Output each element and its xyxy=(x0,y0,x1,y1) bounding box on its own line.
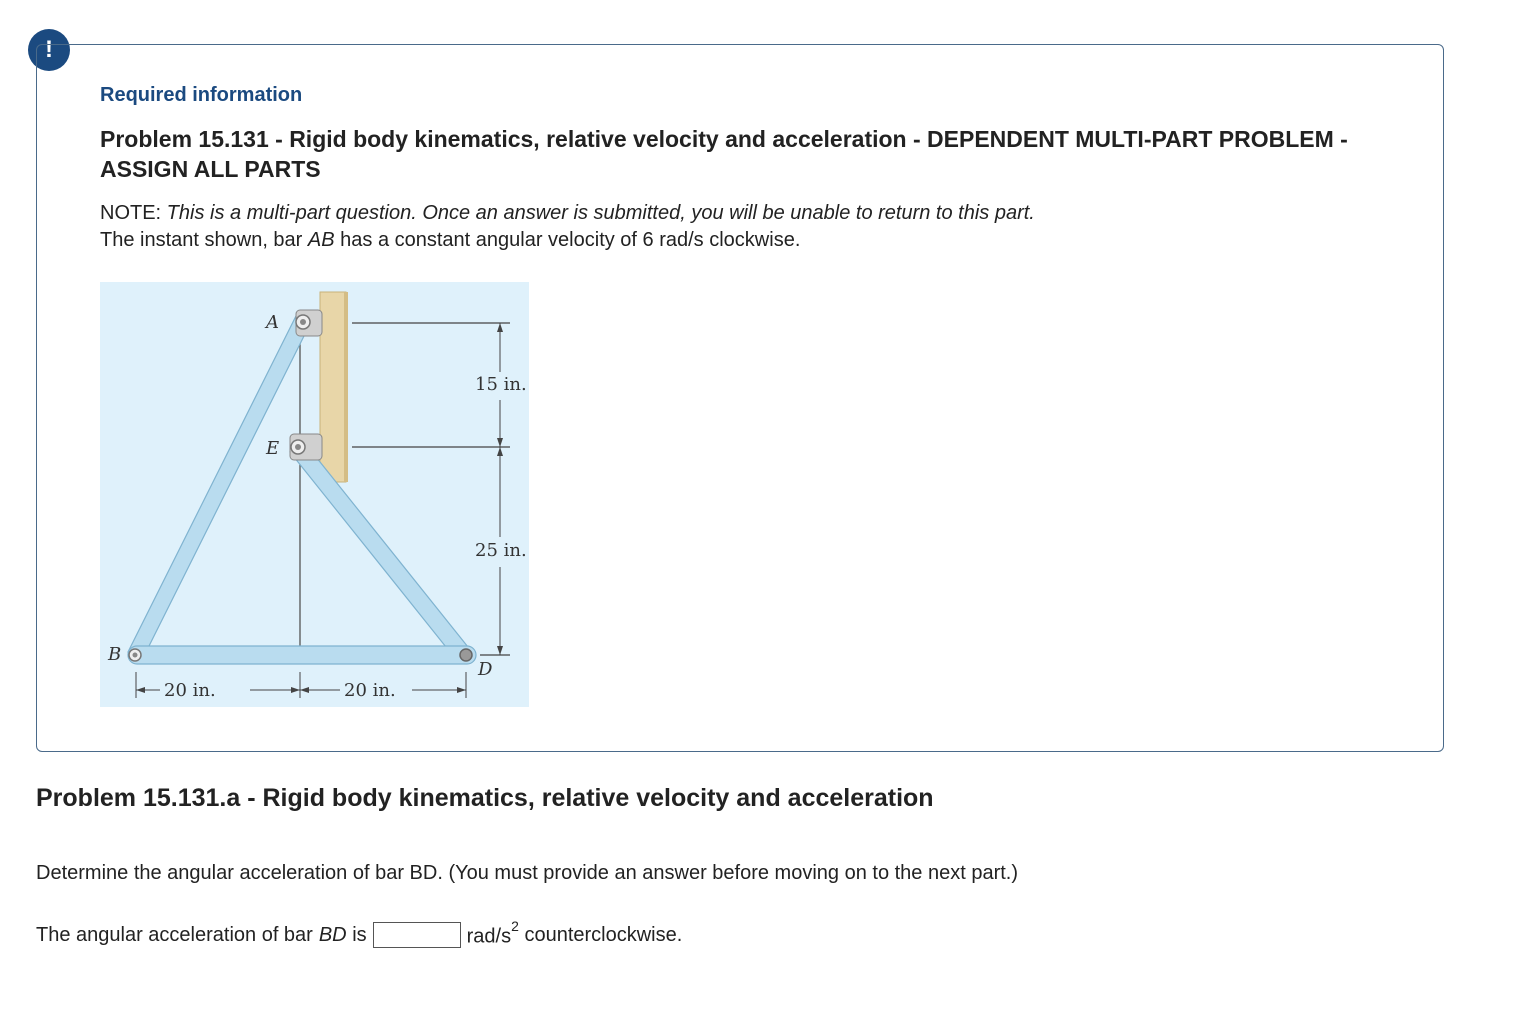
mechanism-figure xyxy=(100,282,529,707)
label-d: D xyxy=(478,659,493,680)
wall-shade xyxy=(344,292,348,482)
mechanism-diagram xyxy=(100,282,529,707)
answer-row xyxy=(36,918,683,949)
label-dim-25: 25 in. xyxy=(475,540,527,561)
problem-statement xyxy=(100,227,1035,254)
statement-part-1: The instant shown, bar xyxy=(100,229,308,251)
pin-e-center xyxy=(295,444,301,450)
statement-bar-ab: AB xyxy=(307,229,335,251)
problem-title: Problem 15.131 - Rigid body kinematics, relative velocity and acceleration - DEPENDENT MULTI-PART PROBLEM - ASSIGN ALL PARTS xyxy=(100,126,1348,182)
arrow-20r-right xyxy=(457,687,466,693)
note-text: This is a multi-part question. Once an answer is submitted, you will be unable to return to this part. xyxy=(166,202,1035,224)
arrow-20l-left xyxy=(136,687,145,693)
answer-prefix: The angular acceleration of bar xyxy=(36,923,313,946)
part-title: Problem 15.131.a - Rigid body kinematics, relative velocity and acceleration xyxy=(36,784,934,812)
arrow-25-top xyxy=(497,447,503,456)
note-prefix: NOTE: xyxy=(100,202,167,224)
label-dim-15: 15 in. xyxy=(475,374,527,395)
answer-bar: BD xyxy=(318,923,347,946)
unit-exponent: 2 xyxy=(511,918,519,934)
pin-d xyxy=(460,649,472,661)
required-info-heading: Required information xyxy=(100,84,303,106)
label-dim-20-right: 20 in. xyxy=(344,680,396,701)
label-a: A xyxy=(266,312,279,333)
label-b: B xyxy=(108,644,122,665)
part-question: Determine the angular acceleration of bar BD. (You must provide an answer before moving on to the next part.) xyxy=(36,862,1019,884)
bar-ab xyxy=(128,316,310,660)
problem-note xyxy=(100,200,1035,254)
arrow-15-bottom xyxy=(497,438,503,447)
bar-ed xyxy=(290,442,472,662)
label-e: E xyxy=(266,438,280,459)
answer-unit xyxy=(466,918,519,949)
alert-icon: ! xyxy=(28,29,70,71)
statement-part-2: has a constant angular velocity of 6 rad/s clockwise. xyxy=(334,229,801,251)
unit-base: rad/s xyxy=(466,925,512,948)
wall xyxy=(320,292,346,482)
arrow-20r-left xyxy=(300,687,309,693)
arrow-20l-right xyxy=(291,687,300,693)
label-dim-20-left: 20 in. xyxy=(164,680,216,701)
arrow-25-bottom xyxy=(497,646,503,655)
arrow-15-top xyxy=(497,323,503,332)
pin-b-center xyxy=(133,653,138,658)
pin-a-center xyxy=(300,319,306,325)
answer-is: is xyxy=(346,923,367,946)
bar-bd xyxy=(128,646,476,664)
answer-direction: counterclockwise. xyxy=(518,923,683,946)
answer-input[interactable] xyxy=(373,922,461,948)
